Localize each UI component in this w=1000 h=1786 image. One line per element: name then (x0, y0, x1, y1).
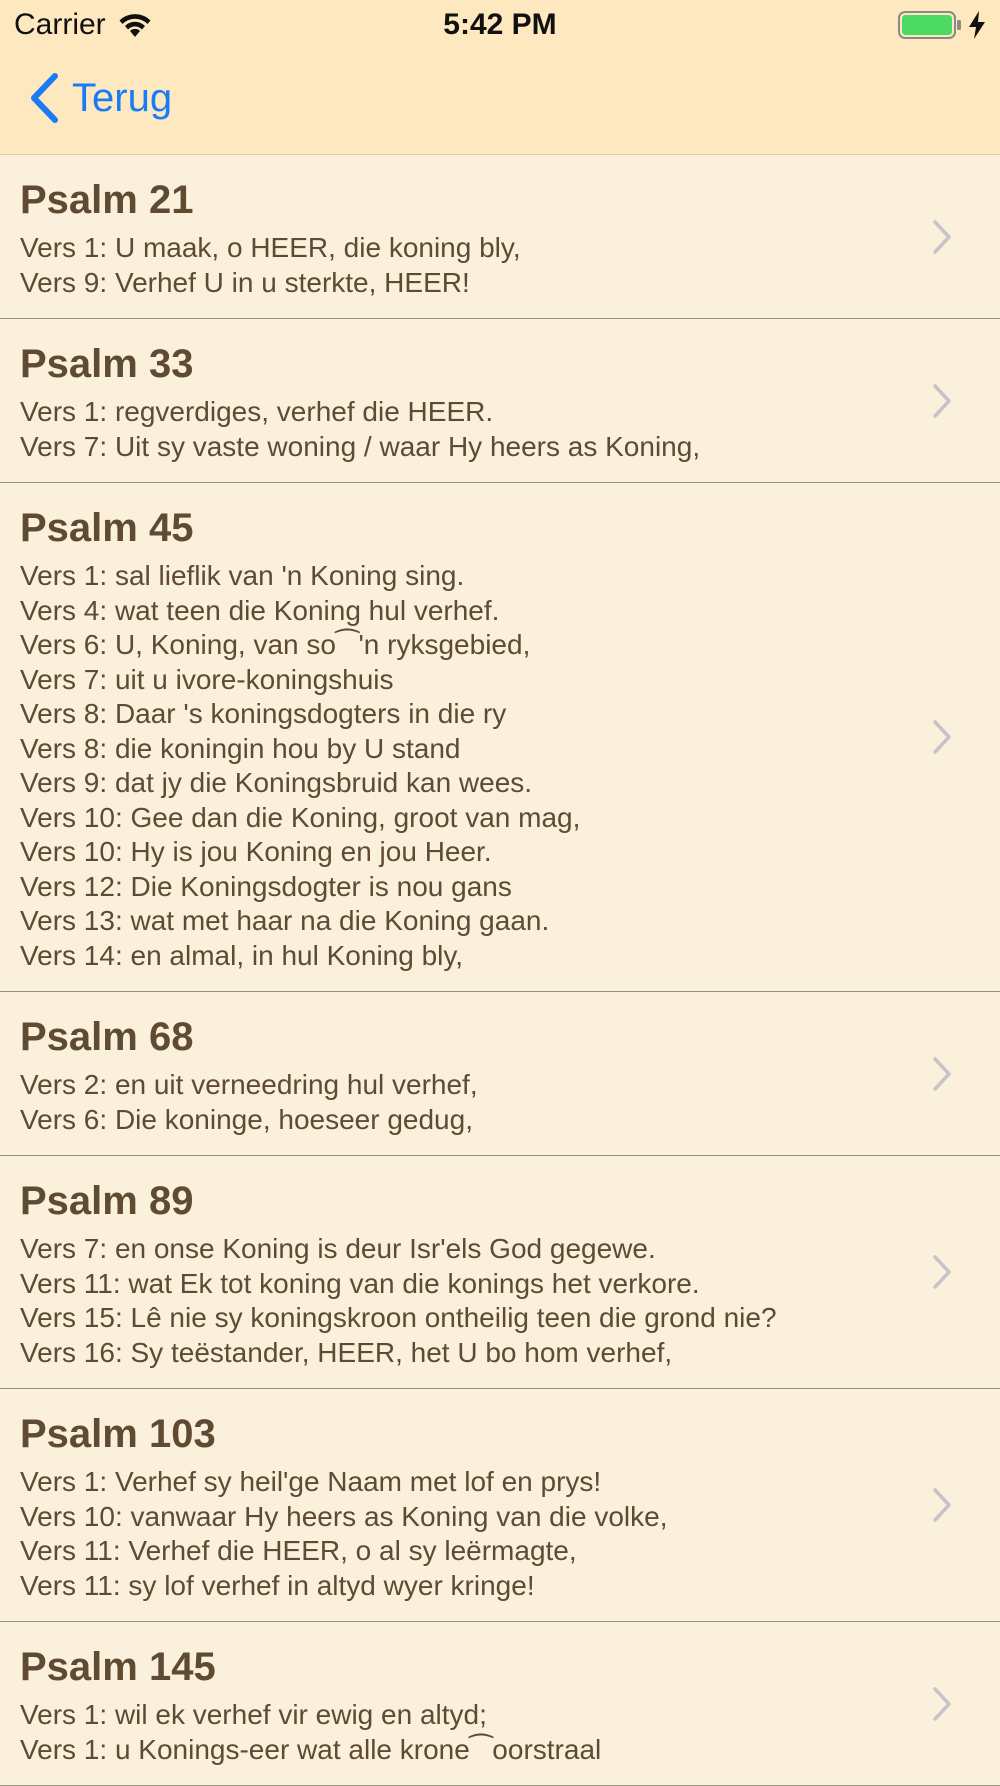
psalm-title: Psalm 68 (20, 1015, 194, 1059)
chevron-right-icon (932, 1056, 952, 1092)
psalm-row[interactable] (0, 1156, 1000, 1389)
verse-line: Vers 11: wat Ek tot koning van die konings het verkore. (20, 1267, 700, 1299)
psalm-title: Psalm 89 (20, 1179, 194, 1223)
status-bar (0, 0, 1000, 50)
battery-indicator (898, 10, 986, 40)
chevron-right-icon (932, 383, 952, 419)
chevron-right-icon (932, 719, 952, 755)
back-button-label: Terug (72, 75, 173, 120)
verse-line: Vers 4: wat teen die Koning hul verhef. (20, 594, 500, 626)
psalm-title: Psalm 45 (20, 506, 194, 550)
carrier-label: Carrier (14, 8, 106, 41)
verse-line: Vers 10: vanwaar Hy heers as Koning van die volke, (20, 1500, 668, 1532)
psalm-list (0, 155, 1000, 1786)
verse-line: Vers 16: Sy teëstander, HEER, het U bo hom verhef, (20, 1336, 673, 1368)
navigation-header (0, 0, 1000, 155)
verse-line: Vers 15: Lê nie sy koningskroon ontheilig teen die grond nie? (20, 1302, 777, 1333)
back-button[interactable] (28, 72, 172, 124)
verse-line: Vers 14: en almal, in hul Koning bly, (20, 939, 464, 971)
psalm-title: Psalm 33 (20, 342, 194, 386)
chevron-right-icon (932, 1254, 952, 1290)
verse-line: Vers 2: en uit verneedring hul verhef, (20, 1069, 478, 1100)
status-time: 5:42 PM (443, 8, 557, 41)
psalm-row[interactable] (0, 483, 1000, 992)
verse-line: Vers 11: sy lof verhef in altyd wyer kringe! (20, 1569, 535, 1601)
verse-line: Vers 9: Verhef U in u sterkte, HEER! (20, 266, 470, 298)
verse-line: Vers 7: uit u ivore-koningshuis (20, 663, 394, 695)
chevron-right-icon (932, 219, 952, 255)
chevron-left-icon (28, 72, 60, 124)
psalm-row[interactable] (0, 1622, 1000, 1786)
verse-line: Vers 10: Gee dan die Koning, groot van mag, (20, 801, 581, 833)
psalm-title: Psalm 21 (20, 178, 194, 222)
verse-line: Vers 11: Verhef die HEER, o al sy leërmagte, (20, 1535, 577, 1566)
verse-line: Vers 8: Daar 's koningsdogters in die ry (20, 698, 507, 729)
verse-line: Vers 1: U maak, o HEER, die koning bly, (20, 232, 521, 263)
psalm-row[interactable] (0, 319, 1000, 483)
verse-line: Vers 9: dat jy die Koningsbruid kan wees. (20, 767, 533, 798)
verse-line: Vers 10: Hy is jou Koning en jou Heer. (20, 836, 492, 867)
battery-icon (898, 10, 962, 40)
psalm-row[interactable] (0, 992, 1000, 1156)
psalm-row[interactable] (0, 1389, 1000, 1622)
psalm-row[interactable] (0, 155, 1000, 319)
verse-line: Vers 7: en onse Koning is deur Isr'els God gegewe. (20, 1233, 656, 1264)
verse-line: Vers 1: u Konings-eer wat alle krone⁀oorstraal (20, 1733, 602, 1765)
verse-line: Vers 1: sal lieflik van 'n Koning sing. (20, 560, 465, 591)
verse-line: Vers 12: Die Koningsdogter is nou gans (20, 870, 512, 902)
verse-line: Vers 6: U, Koning, van so⁀'n ryksgebied, (20, 629, 531, 660)
chevron-right-icon (932, 1487, 952, 1523)
psalm-title: Psalm 145 (20, 1645, 216, 1689)
verse-line: Vers 13: wat met haar na die Koning gaan. (20, 905, 550, 936)
verse-line: Vers 1: wil ek verhef vir ewig en altyd; (20, 1699, 487, 1730)
verse-line: Vers 8: die koningin hou by U stand (20, 732, 461, 764)
verse-line: Vers 6: Die koninge, hoeseer gedug, (20, 1103, 473, 1135)
charging-bolt-icon (968, 11, 986, 39)
verse-line: Vers 1: regverdiges, verhef die HEER. (20, 396, 494, 427)
verse-line: Vers 1: Verhef sy heil'ge Naam met lof en prys! (20, 1466, 602, 1497)
psalm-title: Psalm 103 (20, 1412, 216, 1456)
verse-line: Vers 7: Uit sy vaste woning / waar Hy heers as Koning, (20, 430, 701, 462)
chevron-right-icon (932, 1686, 952, 1722)
